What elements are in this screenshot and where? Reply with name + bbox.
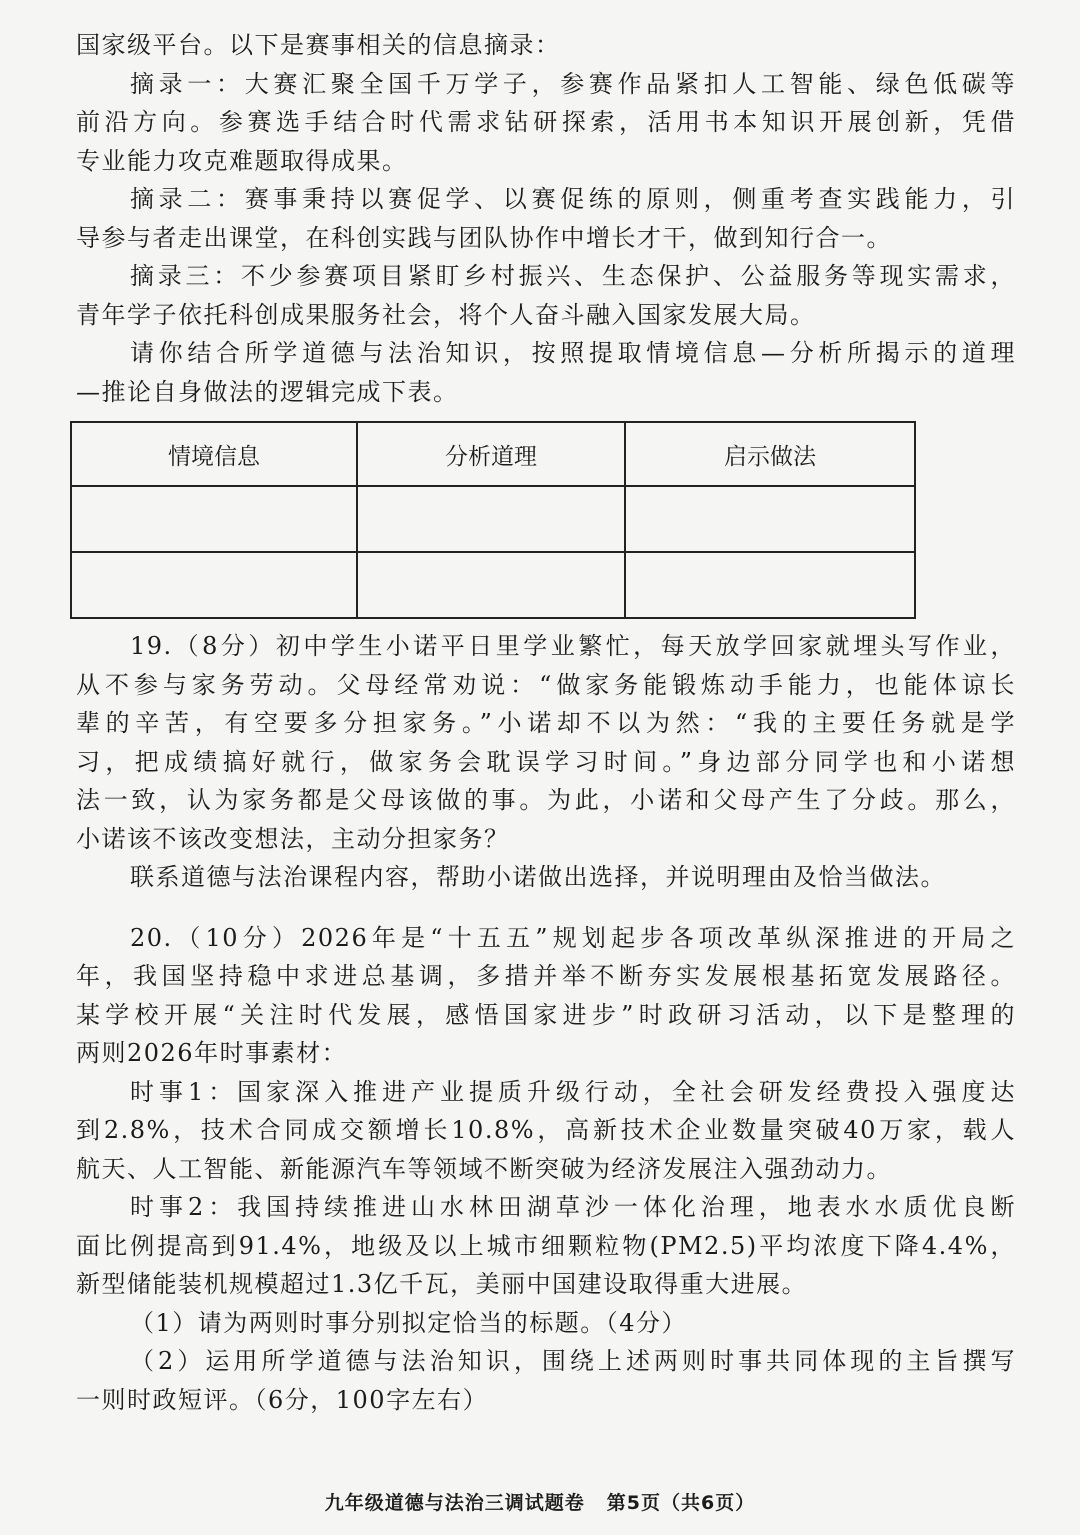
q20-sub-question-2-line-2: 一则时政短评。（6分，100字左右） [76, 1385, 489, 1414]
answer-cell[interactable] [357, 552, 625, 618]
q19-prompt: 联系道德与法治课程内容，帮助小诺做出选择，并说明理由及恰当做法。 [130, 863, 946, 891]
page-content [76, 26, 1016, 1419]
q19-line-4: 习，把成绩搞好就行，做家务会耽误学习时间。”身边部分同学也和小诺想 [76, 747, 1016, 776]
q20-line-1: 20.（10分）2026年是“十五五”规划起步各项改革纵深推进的开局之 [130, 923, 1016, 952]
q18-instruction-line-2: —推论自身做法的逻辑完成下表。 [76, 377, 459, 406]
excerpt-1-line-1: 摘录一：大赛汇聚全国千万学子，参赛作品紧扣人工智能、绿色低碳等 [130, 69, 1016, 98]
answer-cell[interactable] [71, 552, 357, 618]
excerpt-1-line-3: 专业能力攻克难题取得成果。 [76, 146, 408, 175]
news-1-line-3: 航天、人工智能、新能源汽车等领域不断突破为经济发展注入强劲动力。 [76, 1154, 892, 1183]
spacer [76, 897, 1016, 919]
excerpt-2-line-2: 导参与者走出课堂，在科创实践与团队协作中增长才干，做到知行合一。 [76, 223, 892, 252]
answer-table-header-row [71, 422, 915, 486]
excerpt-2-line-1: 摘录二：赛事秉持以赛促学、以赛促练的原则，侧重考查实践能力，引 [130, 185, 1016, 213]
excerpt-1-line-2: 前沿方向。参赛选手结合时代需求钻研探索，活用书本知识开展创新，凭借 [76, 108, 1016, 136]
q18-intro: 国家级平台。以下是赛事相关的信息摘录： [76, 31, 561, 59]
answer-cell[interactable] [71, 486, 357, 552]
q19-line-3: 辈的辛苦，有空要多分担家务。”小诺却不以为然：“我的主要任务就是学 [76, 709, 1016, 737]
footer-page-number: 第5页（共6页） [606, 1492, 756, 1514]
q19-line-2: 从不参与家务劳动。父母经常劝说：“做家务能锻炼动手能力，也能体谅长 [76, 670, 1016, 699]
header-analysis-reason: 分析道理 [357, 422, 625, 486]
q20-sub-question-2-line-1: （2）运用所学道德与法治知识，围绕上述两则时事共同体现的主旨撰写 [130, 1347, 1016, 1375]
answer-table-row [71, 552, 915, 618]
header-situation-info: 情境信息 [71, 422, 357, 486]
excerpt-3-line-2: 青年学子依托科创成果服务社会，将个人奋斗融入国家发展大局。 [76, 300, 816, 329]
answer-cell[interactable] [625, 486, 915, 552]
q20-sub-question-1: （1）请为两则时事分别拟定恰当的标题。（4分） [130, 1308, 688, 1337]
footer-exam-title: 九年级道德与法治三调试题卷 [324, 1492, 585, 1514]
q18-instruction-line-1: 请你结合所学道德与法治知识，按照提取情境信息—分析所揭示的道理 [130, 339, 1016, 367]
news-2-line-1: 时事2：我国持续推进山水林田湖草沙一体化治理，地表水水质优良断 [130, 1193, 1016, 1221]
q20-line-3: 某学校开展“关注时代发展，感悟国家进步”时政研习活动，以下是整理的 [76, 1000, 1016, 1029]
q19-line-1: 19.（8分）初中学生小诺平日里学业繁忙，每天放学回家就埋头写作业， [130, 632, 1016, 660]
excerpt-3-line-1: 摘录三：不少参赛项目紧盯乡村振兴、生态保护、公益服务等现实需求， [130, 262, 1016, 290]
answer-cell[interactable] [625, 552, 915, 618]
news-2-line-3: 新型储能装机规模超过1.3亿千瓦，美丽中国建设取得重大进展。 [76, 1270, 808, 1298]
q20-line-2: 年，我国坚持稳中求进总基调，多措并举不断夯实发展根基拓宽发展路径。 [76, 962, 1016, 990]
answer-cell[interactable] [357, 486, 625, 552]
answer-table [70, 421, 916, 619]
q20-line-4: 两则2026年时事素材： [76, 1039, 348, 1067]
answer-table-row [71, 486, 915, 552]
news-1-line-1: 时事1：国家深入推进产业提质升级行动，全社会研发经费投入强度达 [130, 1077, 1016, 1106]
q19-line-5: 法一致，认为家务都是父母该做的事。为此，小诺和父母产生了分歧。那么， [76, 786, 1016, 814]
q19-line-6: 小诺该不该改变想法，主动分担家务？ [76, 824, 510, 853]
page-footer [0, 1488, 1080, 1515]
news-1-line-2: 到2.8%，技术合同成交额增长10.8%，高新技术企业数量突破40万家，载人 [76, 1116, 1016, 1144]
header-inspired-action: 启示做法 [625, 422, 915, 486]
news-2-line-2: 面比例提高到91.4%，地级及以上城市细颗粒物(PM2.5)平均浓度下降4.4%， [76, 1231, 1016, 1260]
